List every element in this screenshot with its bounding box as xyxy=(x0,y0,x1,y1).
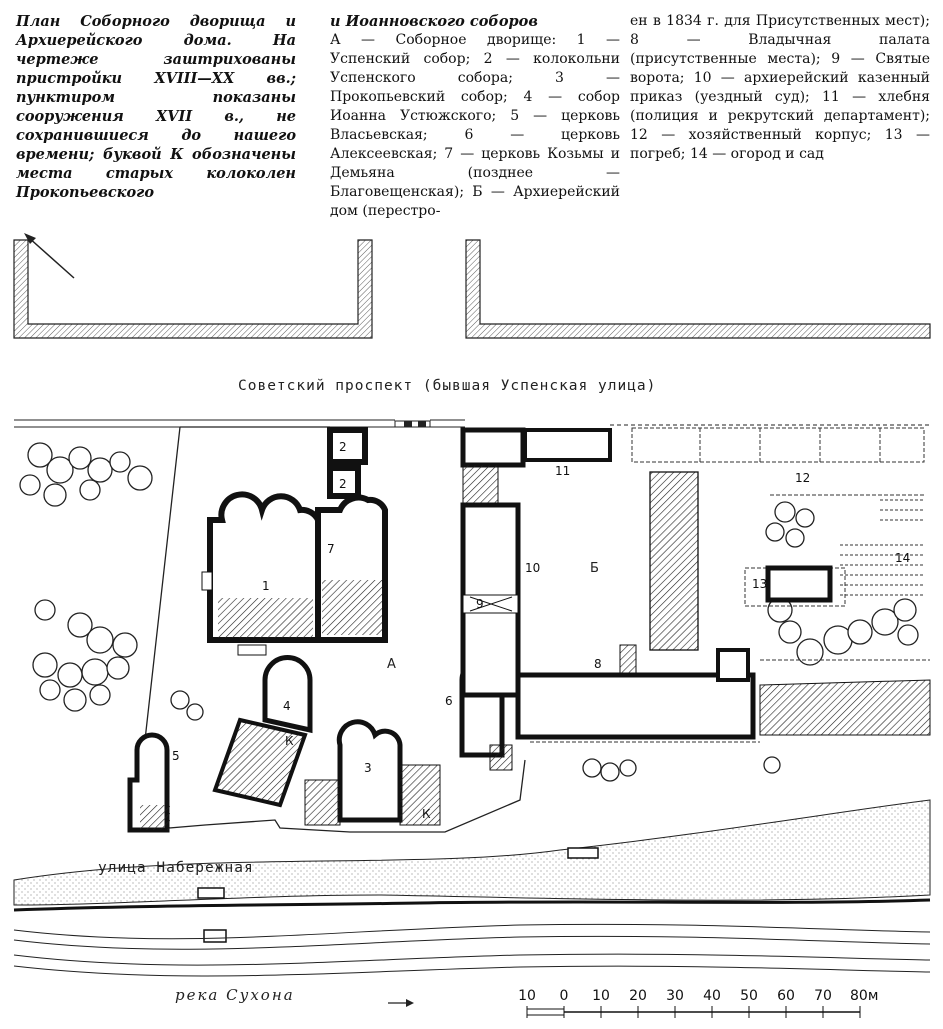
caption-heading-cont: и Иоанновского соборов xyxy=(330,13,538,30)
prokopiev-cathedral xyxy=(305,722,440,825)
label-building-12: 12 xyxy=(795,471,811,485)
upper-city-block-left xyxy=(14,240,372,338)
scale-tick-label: 10 xyxy=(518,988,536,1004)
north-arrow-icon xyxy=(24,233,74,278)
scale-tick-label: 0 xyxy=(559,988,569,1004)
bell-towers xyxy=(330,430,365,496)
scale-tick-label: 80м xyxy=(850,988,879,1004)
label-cathedral-1: 1 xyxy=(262,579,270,593)
church-kozma-demyan xyxy=(318,498,385,640)
cathedral-ioann-ustyuzhsky xyxy=(215,658,310,806)
river-flow-arrow-icon xyxy=(388,999,414,1007)
scale-bar xyxy=(518,988,878,1018)
label-cellar-13: 13 xyxy=(752,577,768,591)
scale-tick-label: 50 xyxy=(740,988,758,1004)
label-bell-site-k1: К xyxy=(285,734,294,748)
upper-city-block-right xyxy=(466,240,930,338)
scale-tick-label: 30 xyxy=(666,988,684,1004)
caption-title: План Соборного дворища и Архиерейского дома. На чертеже заштрихованы пристройки XVIII—XX вв.; пунктиром показаны сооружения XVII в., не сохранившиеся до нашего времени; буквой К обозначены места старых колоколен Прокопьевского xyxy=(16,13,296,201)
tree-cluster-inner xyxy=(171,691,203,720)
label-bell-tower-2: 2 xyxy=(339,477,347,491)
label-zone-b: Б xyxy=(590,561,599,576)
street-line xyxy=(14,420,930,427)
river-label: река Сухона xyxy=(175,986,295,1004)
label-bell-tower-1: 2 xyxy=(339,440,347,454)
tree-cluster-left-bottom xyxy=(33,600,137,711)
label-garden-14: 14 xyxy=(895,551,911,565)
label-cathedral-3: 3 xyxy=(364,761,372,775)
scale-tick-label: 60 xyxy=(777,988,795,1004)
label-zone-a: А xyxy=(387,657,396,672)
cellar xyxy=(768,568,830,600)
label-church-5: 5 xyxy=(172,749,180,763)
garden-rows xyxy=(840,500,925,595)
vladychnaya-palata xyxy=(518,645,930,737)
river-banks xyxy=(14,924,930,976)
street-bottom-label: улица Набережная xyxy=(98,860,254,876)
label-church-7: 7 xyxy=(327,542,335,556)
label-church-6: 6 xyxy=(445,694,453,708)
label-building-8: 8 xyxy=(594,657,602,671)
assumption-cathedral xyxy=(202,494,318,655)
scale-tick-label: 70 xyxy=(814,988,832,1004)
scale-tick-label: 10 xyxy=(592,988,610,1004)
scale-tick-label: 40 xyxy=(703,988,721,1004)
scale-tick-label: 20 xyxy=(629,988,647,1004)
label-building-11: 11 xyxy=(555,464,571,478)
bishop-house-east-wing xyxy=(650,472,698,650)
label-bell-site-k2: К xyxy=(422,807,431,821)
tree-cluster-left-top xyxy=(20,443,152,506)
caption-legend-text: А — Соборное дворище: 1 — Успенский собор; 2 — колокольни Успенского собора; 3 — Прокопьевский собор; 4 — собор Иоанна Устюжского; 5 — церковь Власьевская; 6 — церковь Алексеевская; 7 — церковь Козьмы и Демьяна (позднее — Благовещенская); Б — Архиерейский дом (перестро- xyxy=(330,32,620,219)
caption-legend-part2: ен в 1834 г. для Присутственных мест); 8 — Владычная палата (присутственные места); 9 — Святые ворота; 10 — архиерейский казенный приказ (уездный суд); 11 — хлебня (полиция и рекрутский департамент); 12 — хозяйственный корпус; 13 — погреб; 14 — огород и сад xyxy=(630,13,930,162)
street-top-label: Советский проспект (бывшая Успенская улица) xyxy=(238,378,657,394)
label-building-10: 10 xyxy=(525,561,541,575)
label-cathedral-4: 4 xyxy=(283,699,291,713)
church-vlasievskaya xyxy=(130,735,170,830)
label-holy-gates-9: 9 xyxy=(476,597,484,611)
